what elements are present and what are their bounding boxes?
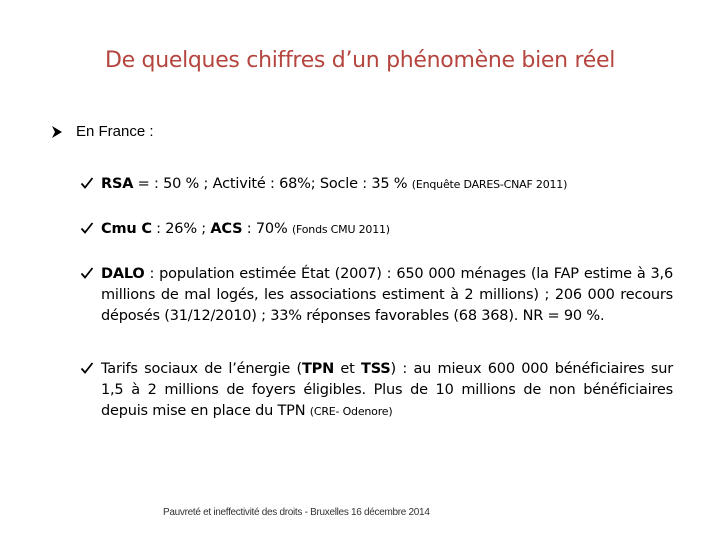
section-label: En France : — [76, 123, 154, 140]
item-text-run: : 26% ; — [151, 221, 211, 237]
item-text-run: : 70% — [242, 221, 292, 237]
check-icon — [80, 176, 94, 190]
list-item-text — [101, 174, 673, 195]
slide-footer: Pauvreté et ineffectivité des droits - Bruxelles 16 décembre 2014 — [163, 507, 430, 518]
check-icon — [80, 361, 94, 375]
key-term: TPN — [301, 361, 335, 377]
source-citation: (Enquête DARES-CNAF 2011) — [411, 178, 568, 191]
list-item — [80, 264, 673, 327]
item-text-run: : population estimée État (2007) : 650 000 ménages (la FAP estime à 3,6 millions de mal logés, les associations estiment à 2 millions) ; 206 000 recours déposés (31/12/2010) ; 33% réponses favorables (68 368). NR = 90 %. — [101, 266, 673, 324]
key-term: TSS — [361, 361, 391, 377]
arrow-bullet-icon — [50, 125, 64, 139]
item-text-run: et — [334, 361, 362, 377]
key-term: DALO — [101, 266, 145, 282]
item-text-run: ) : au mieux 600 000 bénéficiaires sur 1,5 à 2 millions de foyers éligibles. Plus de 10 millions de non bénéficiaires depuis mise en place du TPN — [101, 361, 673, 419]
source-citation: (CRE- Odenore) — [309, 405, 393, 418]
list-item-text — [101, 359, 673, 422]
section-heading — [50, 123, 154, 140]
slide-title: De quelques chiffres d’un phénomène bien réel — [104, 48, 616, 73]
key-term: Cmu C — [101, 221, 152, 237]
list-item — [80, 174, 673, 195]
item-text-run: = : 50 % ; Activité : 68%; Socle : 35 % — [133, 176, 412, 192]
check-icon — [80, 266, 94, 280]
list-item-text — [101, 264, 673, 327]
list-item — [80, 359, 673, 422]
key-term: RSA — [101, 176, 134, 192]
check-icon — [80, 221, 94, 235]
item-text-run: Tarifs sociaux de l’énergie ( — [101, 361, 302, 377]
source-citation: (Fonds CMU 2011) — [291, 223, 390, 236]
key-term: ACS — [210, 221, 243, 237]
list-item-text — [101, 219, 673, 240]
list-item — [80, 219, 673, 240]
